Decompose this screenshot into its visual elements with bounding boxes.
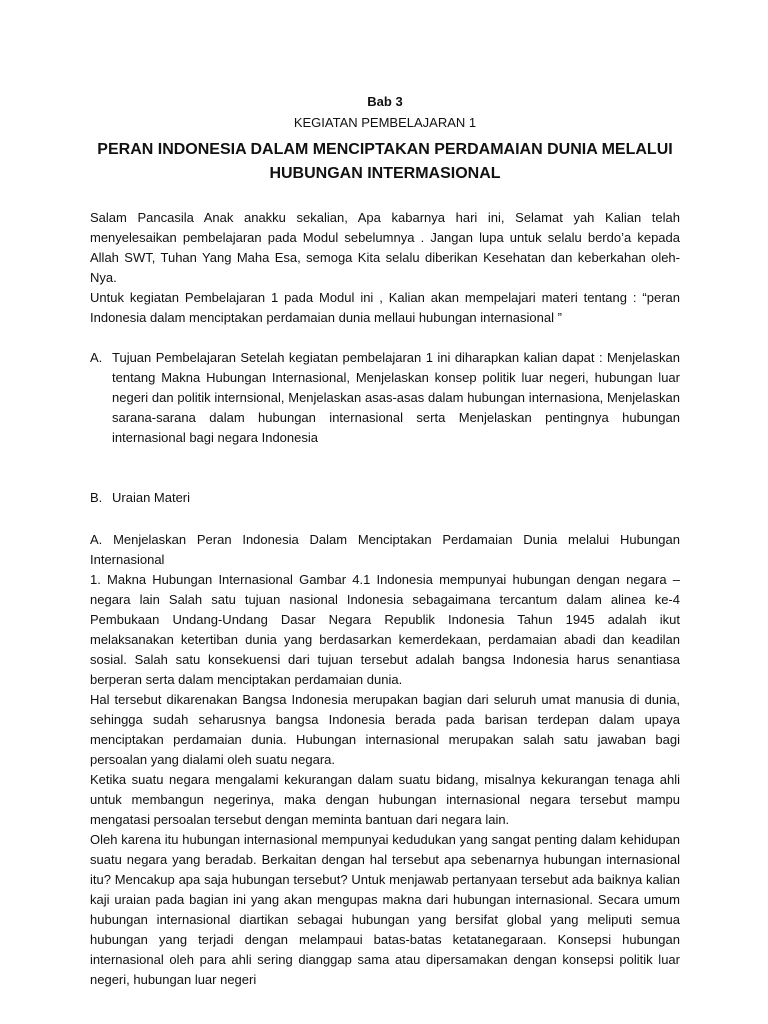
chapter-label: Bab 3: [367, 94, 403, 109]
document-title: [90, 138, 680, 186]
materi-section: [90, 530, 680, 990]
title-line-1: PERAN INDONESIA DALAM MENCIPTAKAN PERDAMAIAN DUNIA MELALUI: [97, 141, 673, 158]
activity-label: KEGIATAN PEMBELAJARAN 1: [293, 115, 477, 130]
section-a-item: [90, 348, 680, 448]
materi-paragraph-3: Ketika suatu negara mengalami kekurangan dalam suatu bidang, misalnya kekurangan tenaga ahli untuk membangun negerinya, maka dengan hubungan internasional negara tersebut mampu mengatasi persoalan tersebut dengan meminta bantuan dari negara lain.: [90, 772, 680, 827]
materi-heading: A. Menjelaskan Peran Indonesia Dalam Menciptakan Perdamaian Dunia melalui Hubungan Internasional: [90, 532, 680, 567]
intro-paragraph-2: Untuk kegiatan Pembelajaran 1 pada Modul ini , Kalian akan mempelajari materi tentang : “peran Indonesia dalam menciptakan perdamaian dunia mellaui hubungan internasional ”: [90, 290, 680, 325]
section-b-marker: B.: [90, 490, 103, 505]
section-b-item: [90, 488, 680, 508]
intro-paragraph-1: Salam Pancasila Anak anakku sekalian, Apa kabarnya hari ini, Selamat yah Kalian telah menyelesaikan pembelajaran pada Modul sebelumnya . Jangan lupa untuk selalu berdo’a kepada Allah SWT, Tuhan Yang Maha Esa, semoga Kita selalu diberikan Kesehatan dan keberkahan oleh-Nya.: [90, 210, 680, 285]
section-b-text: Uraian Materi: [112, 490, 191, 505]
intro-section: [90, 208, 680, 328]
section-a-marker: A.: [90, 350, 103, 365]
materi-paragraph-2: Hal tersebut dikarenakan Bangsa Indonesia merupakan bagian dari seluruh umat manusia di dunia, sehingga sudah seharusnya bangsa Indonesia berada pada barisan terdepan dalam upaya menciptakan perdamaian dunia. Hubungan internasional merupakan salah satu jawaban bagi persoalan yang dialami oleh suatu negara.: [90, 692, 680, 767]
section-list: [90, 348, 680, 508]
materi-paragraph-4: Oleh karena itu hubungan internasional mempunyai kedudukan yang sangat penting dalam kehidupan suatu negara yang beradab. Berkaitan dengan hal tersebut apa sebenarnya hubungan internasional itu? Mencakup apa saja hubungan tersebut? Untuk menjawab pertanyaan tersebut ada baiknya kalian kaji uraian pada bagian ini yang akan mengupas makna dari hubungan internasional. Secara umum hubungan internasional diartikan sebagai hubungan yang bersifat global yang meliputi semua hubungan yang terjadi dengan melampaui batas-batas ketatanegaraan. Konsepsi hubungan internasional oleh para ahli sering dianggap sama atau dipersamakan dengan konsepsi politik luar negeri, hubungan luar negeri: [90, 832, 680, 987]
materi-paragraph-1: 1. Makna Hubungan Internasional Gambar 4.1 Indonesia mempunyai hubungan dengan negara – negara lain Salah satu tujuan nasional Indonesia sebagaimana tercantum dalam alinea ke-4 Pembukaan Undang-Undang Dasar Negara Republik Indonesia Tahun 1945 adalah ikut melaksanakan ketertiban dunia yang berdasarkan kemerdekaan, perdamaian abadi dan keadilan sosial. Salah satu konsekuensi dari tujuan tersebut adalah bangsa Indonesia harus senantiasa berperan serta dalam menciptakan perdamaian dunia.: [90, 572, 680, 687]
title-line-2: HUBUNGAN INTERMASIONAL: [269, 165, 501, 182]
section-a-text: Tujuan Pembelajaran Setelah kegiatan pembelajaran 1 ini diharapkan kalian dapat : Menjelaskan tentang Makna Hubungan Internasional, Menjelaskan konsep politik luar negeri, hubungan luar negeri dan politik internsional, Menjelaskan asas-asas dalam hubungan internasiona, Menjelaskan sarana-sarana dalam hubungan internasional serta Menjelaskan pentingnya hubungan internasional bagi negara Indonesia: [112, 350, 680, 445]
